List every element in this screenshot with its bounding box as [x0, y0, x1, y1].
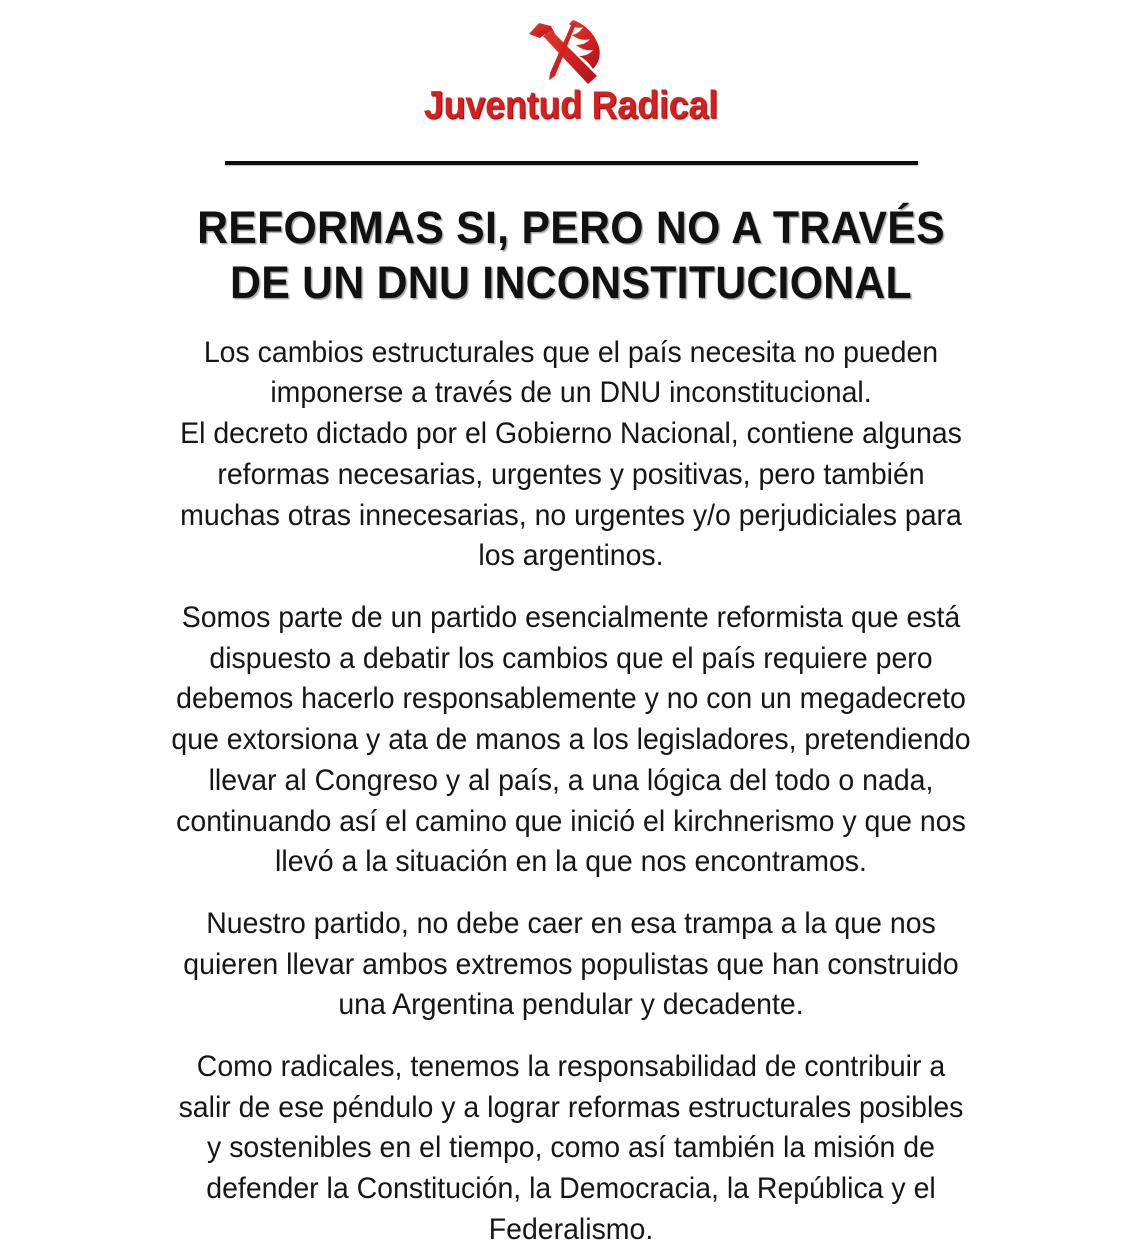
paragraph: Nuestro partido, no debe caer en esa trampa a la que nos quieren llevar ambos extremos populistas que han construido una Argentina pendular y decadente.	[183, 906, 959, 1022]
horizontal-rule	[225, 161, 918, 165]
hammer-and-quill-icon	[515, 14, 627, 90]
paragraph: Los cambios estructurales que el país necesita no pueden imponerse a través de un DNU inconstitucional.	[203, 335, 939, 410]
brand-wordmark: Juventud Radical	[423, 84, 719, 127]
divider-container	[0, 161, 1142, 165]
statement-body	[156, 333, 986, 1251]
paragraph: El decreto dictado por el Gobierno Nacional, contiene algunas reformas necesarias, urgentes y positivas, pero también muchas otras innecesarias, no urgentes y/o perjudiciales para los argentinos.	[180, 417, 962, 573]
masthead	[0, 0, 1142, 125]
paragraph: Como radicales, tenemos la responsabilidad de contribuir a salir de ese péndulo y a lograr reformas estructurales posibles y sostenibles en el tiempo, como así también la misión de defender la Constitución, la Democracia, la República y el Federalismo.	[178, 1050, 964, 1246]
paragraph: Somos parte de un partido esencialmente reformista que está dispuesto a debatir los cambios que el país requiere pero debemos hacerlo responsablemente y no con un megadecreto que extorsiona y ata de manos a los legisladores, pretendiendo llevar al Congreso y al país, a una lógica del todo o nada, continuando así el camino que inició el kirchnerismo y que nos llevó a la situación en la que nos encontramos.	[171, 601, 971, 879]
page-title: REFORMAS SI, PERO NO A TRAVÉS DE UN DNU INCONSTITUCIONAL	[197, 202, 945, 308]
